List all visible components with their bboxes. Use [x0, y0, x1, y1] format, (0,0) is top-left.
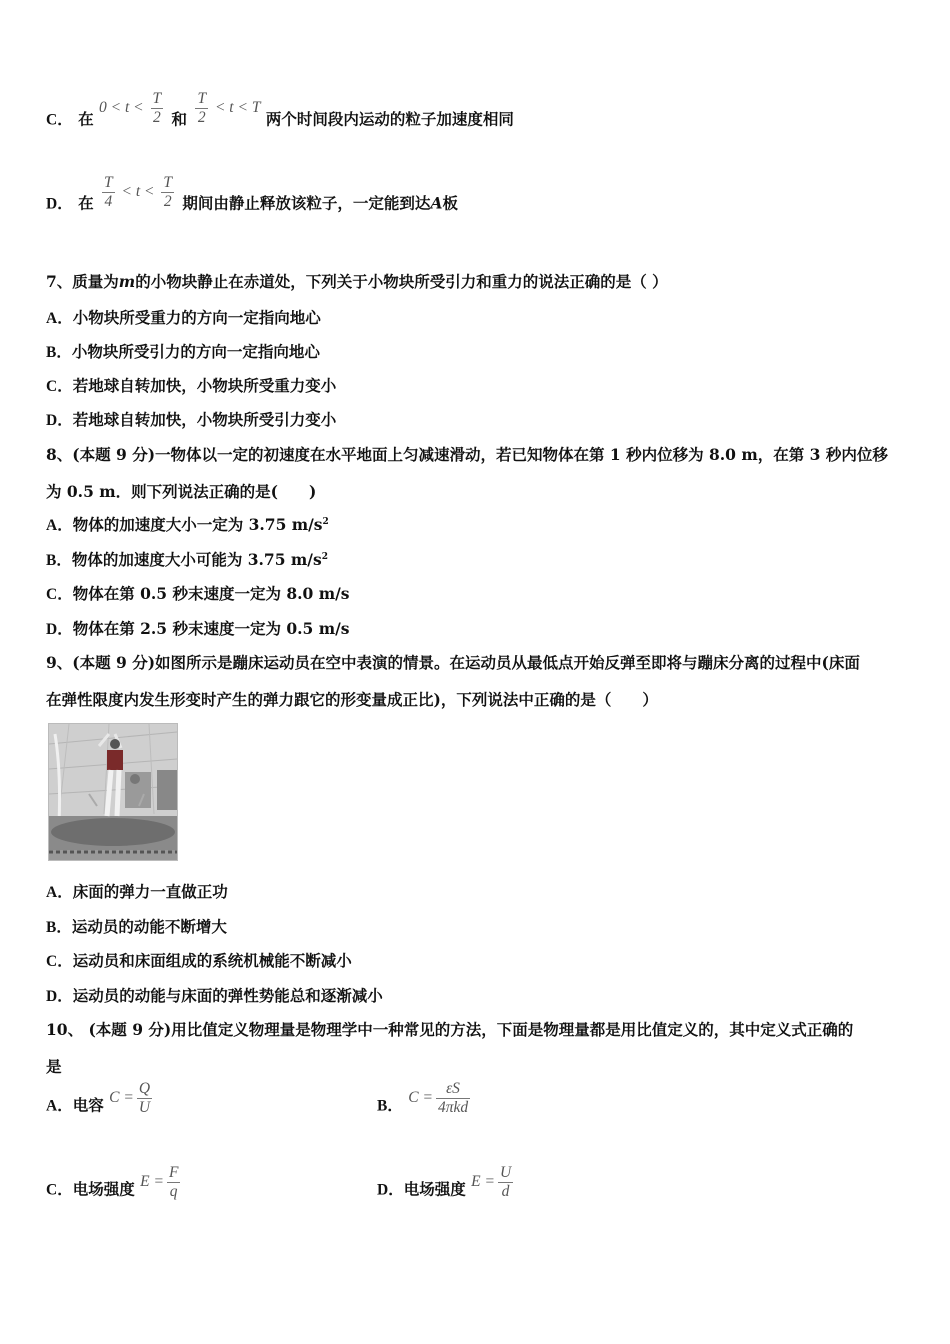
- q7-option-d: D．若地球自转加快，小物块所受引力变小: [46, 410, 337, 429]
- option-text: 和: [171, 109, 188, 129]
- q10-option-a: A．电容 C = $\frac{Q}{U}$: [46, 1088, 155, 1125]
- q10-option-b: B． C = $\frac{\varepsilon S}{\text{4πkd}}$: [377, 1088, 473, 1125]
- math-expression: E = $\frac{F}{q}$: [140, 1164, 179, 1200]
- q7-option-c: C．若地球自转加快，小物块所受重力变小: [46, 376, 337, 395]
- q7-stem: 7、质量为m的小物块静止在赤道处，下列关于小物块所受引力和重力的说法正确的是（ ）: [46, 272, 668, 291]
- math-expression: $\frac{T}{4}$ < t < $\frac{T}{2}$: [104, 174, 173, 210]
- math-expression: $\frac{T}{2}$ < t < T: [197, 90, 261, 126]
- plate-label: A: [430, 193, 443, 213]
- q10-option-c: C．电场强度 E = $\frac{F}{q}$: [46, 1172, 183, 1209]
- q8-option-b: B．物体的加速度大小可能为 3.75 $m/s^2$: [46, 550, 328, 569]
- math-expression: C = $\frac{\varepsilon S}{\text{4πkd}}$: [408, 1080, 469, 1116]
- q9-option-c: C．运动员和床面组成的系统机械能不断减小: [46, 951, 352, 970]
- option-text: 在: [78, 109, 94, 129]
- option-letter: D．: [46, 195, 73, 213]
- q9-stem-line2: 在弹性限度内发生形变时产生的弹力跟它的形变量成正比)，下列说法中正确的是（ ）: [46, 690, 658, 709]
- math-expression: E = $\frac{U}{d}$: [471, 1164, 512, 1200]
- q6-option-c: [46, 90, 514, 139]
- q10-option-d: D．电场强度 E = $\frac{U}{d}$: [377, 1172, 516, 1209]
- q8-option-a: A．物体的加速度大小一定为 3.75 $m/s^2$: [46, 515, 329, 534]
- q8-option-d: D．物体在第 2.5 秒末速度一定为 0.5 m/s: [46, 619, 350, 638]
- option-text: 在: [78, 193, 94, 213]
- q9-option-d: D．运动员的动能与床面的弹性势能总和逐渐减小: [46, 986, 383, 1005]
- math-expression: C = $\frac{Q}{U}$: [109, 1080, 151, 1116]
- q10-stem-line1: 10、 (本题 9 分)用比值定义物理量是物理学中一种常见的方法，下面是物理量都是用比值定义的，其中定义式正确的: [46, 1020, 854, 1039]
- q9-option-b: B．运动员的动能不断增大: [46, 917, 227, 936]
- math-expression: 0 < t < $\frac{T}{2}$: [99, 90, 162, 126]
- q7-option-b: B．小物块所受引力的方向一定指向地心: [46, 342, 320, 361]
- option-text: 板: [442, 193, 458, 213]
- option-text: 期间由静止释放该粒子，一定能到达: [182, 193, 431, 213]
- q9-option-a: A．床面的弹力一直做正功: [46, 882, 228, 901]
- q10-stem-line2: 是: [46, 1057, 62, 1076]
- q9-stem-line1: 9、(本题 9 分)如图所示是蹦床运动员在空中表演的情景。在运动员从最低点开始反弹至即将与蹦床分离的过程中(床面: [46, 653, 860, 672]
- option-letter: C．: [46, 111, 73, 129]
- trampoline-photo: [48, 723, 178, 861]
- q8-stem-line1: 8、(本题 9 分)一物体以一定的初速度在水平地面上匀减速滑动，若已知物体在第 1 秒内位移为 8.0 m，在第 3 秒内位移: [46, 445, 888, 464]
- q8-option-c: C．物体在第 0.5 秒末速度一定为 8.0 m/s: [46, 584, 350, 603]
- q7-option-a: A．小物块所受重力的方向一定指向地心: [46, 308, 321, 327]
- q8-stem-line2: 为 0.5 m．则下列说法正确的是( ): [46, 482, 317, 501]
- q6-option-d: [46, 174, 458, 223]
- option-text: 两个时间段内运动的粒子加速度相同: [265, 109, 514, 129]
- mass-variable: m: [118, 272, 136, 291]
